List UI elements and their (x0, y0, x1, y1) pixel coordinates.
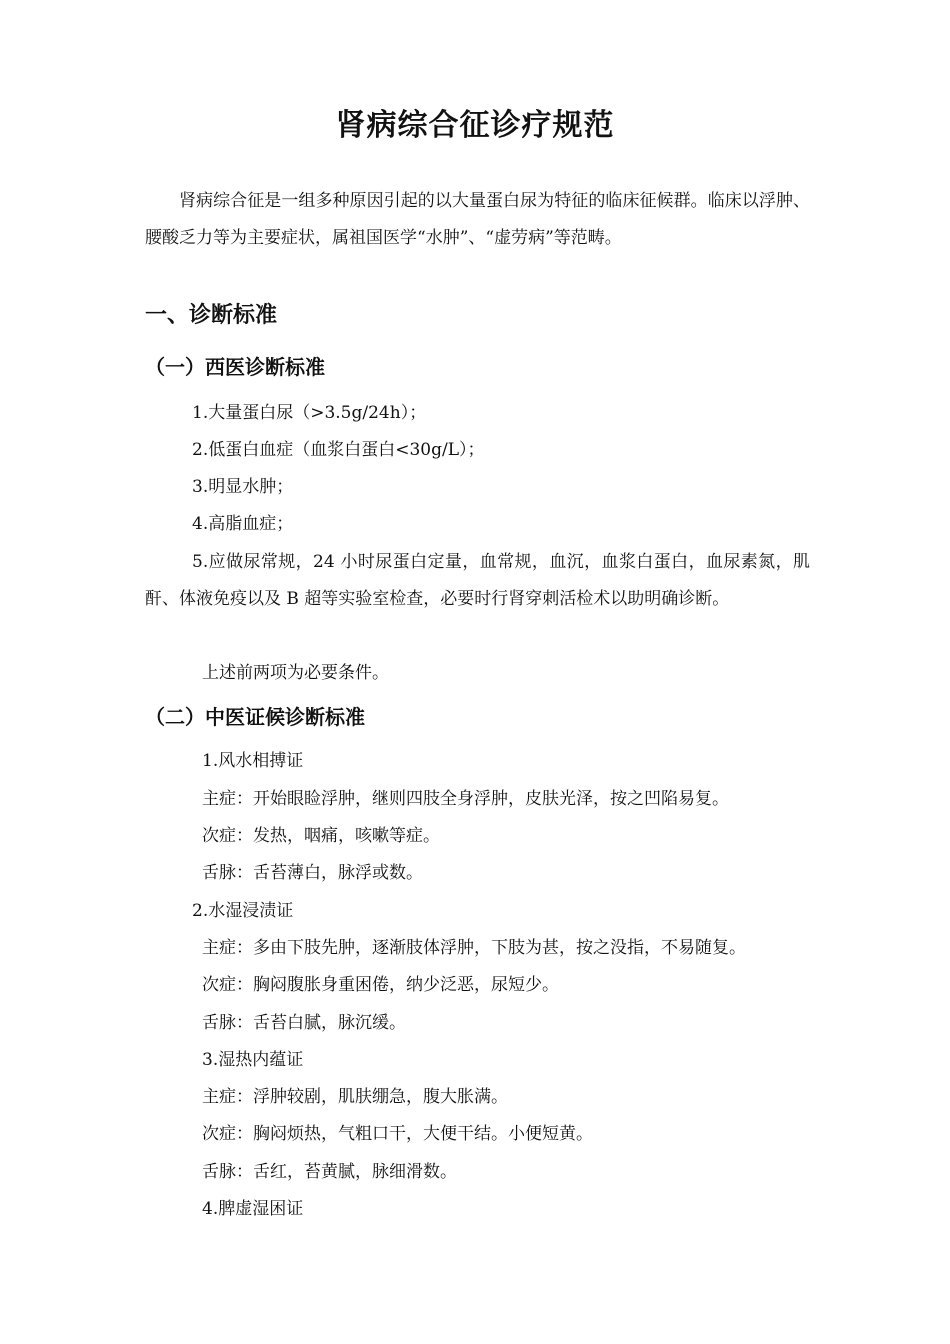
document-title: 肾病综合征诊疗规范 (335, 108, 615, 143)
syndrome-2-main: 主症：多由下肢先肿，逐渐肢体浮肿，下肢为甚，按之没指，不易随复。 (202, 938, 746, 958)
western-criterion-1: 1.大量蛋白尿（>3.5g/24h）； (192, 403, 427, 423)
syndrome-3-name: 3.湿热内蕴证 (202, 1050, 304, 1070)
syndrome-1-secondary: 次症：发热，咽痛，咳嗽等症。 (202, 826, 440, 846)
intro-paragraph: 肾病综合征是一组多种原因引起的以大量蛋白尿为特征的临床征候群。临床以浮肿、腰酸乏力等为主要症状，属祖国医学“水肿”、“虚劳病”等范畴。 (145, 191, 810, 248)
syndrome-1-name: 1.风水相搏证 (202, 751, 304, 771)
syndrome-3-tongue: 舌脉：舌红，苔黄腻，脉细滑数。 (202, 1162, 457, 1182)
subsection-heading-western: （一）西医诊断标准 (145, 355, 325, 379)
western-criterion-2: 2.低蛋白血症（血浆白蛋白<30g/L）； (192, 440, 485, 460)
western-criterion-5: 5.应做尿常规，24 小时尿蛋白定量，血常规，血沉，血浆白蛋白，血尿素氮，肌酐、体液免疫以及 B 超等实验室检查，必要时行肾穿刺活检术以助明确诊断。 (145, 552, 810, 609)
western-criterion-3: 3.明显水肿； (192, 477, 294, 497)
section-heading-diagnosis: 一、诊断标准 (145, 303, 278, 328)
syndrome-3-secondary: 次症：胸闷烦热，气粗口干，大便干结。小便短黄。 (202, 1124, 593, 1144)
syndrome-1-tongue: 舌脉：舌苔薄白，脉浮或数。 (202, 863, 423, 883)
subsection-heading-tcm: （二）中医证候诊断标准 (145, 705, 365, 729)
western-criterion-4: 4.高脂血症； (192, 514, 294, 534)
syndrome-1-main: 主症：开始眼睑浮肿，继则四肢全身浮肿，皮肤光泽，按之凹陷易复。 (202, 789, 729, 809)
syndrome-2-secondary: 次症：胸闷腹胀身重困倦，纳少泛恶，尿短少。 (202, 975, 559, 995)
syndrome-3-main: 主症：浮肿较剧，肌肤绷急，腹大胀满。 (202, 1087, 508, 1107)
western-criteria-note: 上述前两项为必要条件。 (202, 663, 389, 683)
syndrome-2-tongue: 舌脉：舌苔白腻，脉沉缓。 (202, 1013, 406, 1033)
syndrome-4-name: 4.脾虚湿困证 (202, 1199, 304, 1219)
syndrome-2-name: 2.水湿浸渍证 (192, 901, 294, 921)
